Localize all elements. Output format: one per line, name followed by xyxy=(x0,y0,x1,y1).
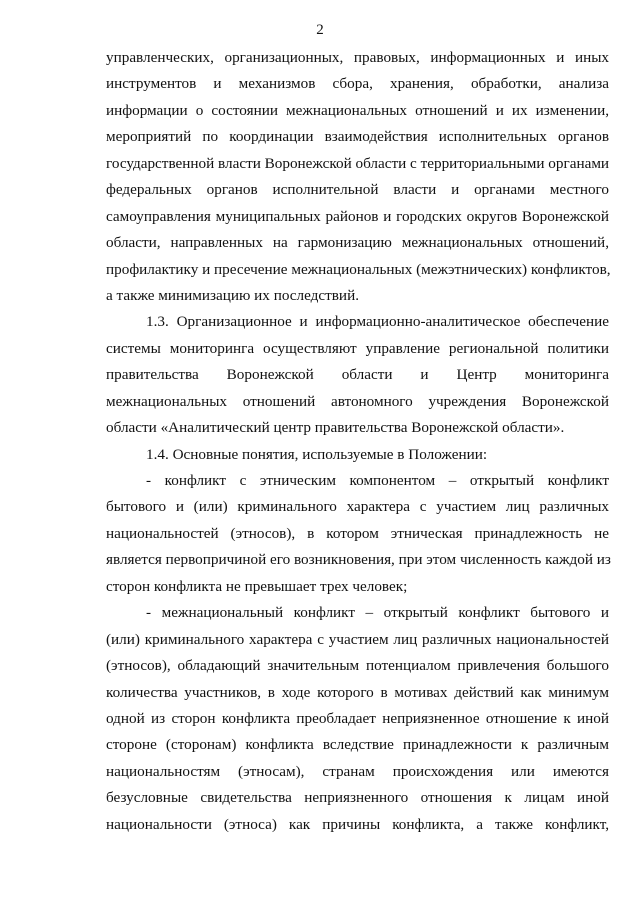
text-line: мероприятий по координации взаимодействия исполнительных органов xyxy=(106,128,609,146)
text-line: самоуправления муниципальных районов и городских округов Воронежской xyxy=(106,207,609,225)
text-line: федеральных органов исполнительной власти и органами местного xyxy=(106,181,609,199)
text-line: одной из сторон конфликта преобладает неприязненное отношение к иной xyxy=(106,709,609,727)
text-line: национальностей (этносов), в котором этническая принадлежность не xyxy=(106,524,609,542)
text-line: национальностям (этносам), странам происхождения или имеются xyxy=(106,762,609,780)
text-line: бытового и (или) криминального характера с участием лиц различных xyxy=(106,498,609,516)
clause-1-3-heading: 1.3. Организационное и информационно-аналитическое обеспечение xyxy=(146,313,609,331)
text-line: межнациональных отношений автономного учреждения Воронежской xyxy=(106,392,609,410)
text-line: сторон конфликта не превышает трех человек; xyxy=(106,577,408,595)
clause-1-4-heading: 1.4. Основные понятия, используемые в Положении: xyxy=(146,445,488,463)
text-line: (или) криминального характера с участием лиц различных национальностей xyxy=(106,630,609,648)
text-line: профилактику и пресечение межнациональных (межэтнических) конфликтов, xyxy=(106,260,611,278)
text-line: государственной власти Воронежской области с территориальными органами xyxy=(106,154,610,172)
definition-item-ethnic-conflict: - конфликт с этническим компонентом – открытый конфликт xyxy=(146,472,609,489)
document-body xyxy=(106,45,609,838)
page-number: 2 xyxy=(316,22,324,38)
text-line: (этносов), обладающий значительным потенциалом привлечения большого xyxy=(106,657,609,675)
text-line: стороне (сторонам) конфликта вследствие принадлежности к различным xyxy=(106,736,609,754)
text-line: информации о состоянии межнациональных отношений и их изменении, xyxy=(106,101,609,119)
text-line: национальности (этноса) как причины конфликта, а также конфликт, xyxy=(106,815,609,833)
text-line: области «Аналитический центр правительства Воронежской области». xyxy=(106,419,565,437)
text-line: безусловные свидетельства неприязненного отношения к лицам иной xyxy=(106,789,609,807)
text-line: системы мониторинга осуществляют управление региональной политики xyxy=(106,339,609,357)
text-line: а также минимизацию их последствий. xyxy=(106,286,359,304)
definition-item-interethnic-conflict: - межнациональный конфликт – открытый конфликт бытового и xyxy=(146,604,609,622)
text-line: правительства Воронежской области и Центр мониторинга xyxy=(106,366,609,384)
text-line: количества участников, в ходе которого в мотивах действий как минимум xyxy=(106,683,609,701)
text-line: инструментов и механизмов сбора, хранения, обработки, анализа xyxy=(106,75,609,93)
text-line: управленческих, организационных, правовых, информационных и иных xyxy=(106,49,609,66)
text-line: области, направленных на гармонизацию межнациональных отношений, xyxy=(106,234,609,252)
text-line: является первопричиной его возникновения, при этом численность каждой из xyxy=(106,551,611,569)
